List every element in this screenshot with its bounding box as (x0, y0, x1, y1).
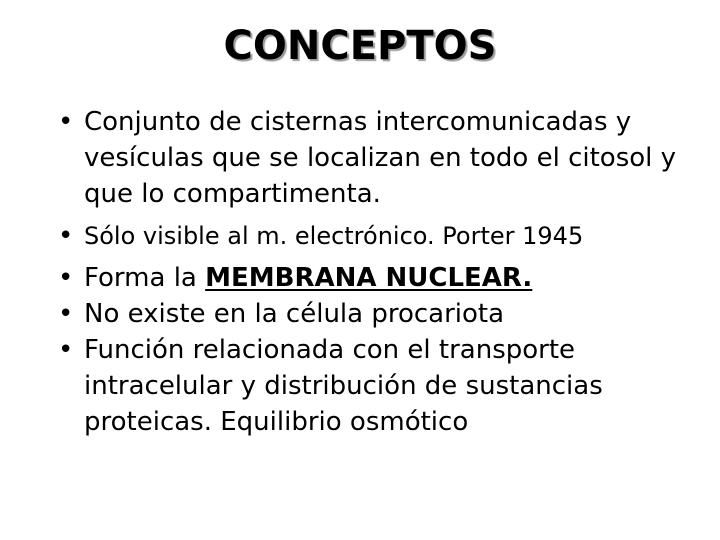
bullet-dot: • (58, 335, 74, 365)
bullet-dot: • (58, 107, 74, 137)
slide-title: CONCEPTOS (223, 23, 497, 69)
bullet-item (58, 104, 698, 212)
bullet-dot: • (58, 263, 74, 293)
bullet-text: Función relacionada con el transporte intracelular y distribución de sustancias proteicas. Equilibrio osmótico (84, 335, 603, 437)
bullet-text: No existe en la célula procariota (84, 299, 505, 329)
bullet-dot: • (58, 299, 74, 329)
bullet-item (58, 296, 698, 332)
bullet-text: Sólo visible al m. electrónico. Porter 1945 (84, 222, 584, 250)
bullet-item (58, 218, 698, 254)
bullet-list (58, 104, 698, 440)
bullet-item (58, 332, 698, 440)
bullet-text: Conjunto de cisternas intercomunicadas y vesículas que se localizan en todo el citosol y que lo compartimenta. (84, 107, 677, 209)
bullet-dot: • (58, 221, 74, 251)
membrana-nuclear-emphasis: MEMBRANA NUCLEAR. (205, 263, 533, 293)
bullet-text: Forma la (84, 263, 206, 293)
bullet-item (58, 260, 698, 296)
